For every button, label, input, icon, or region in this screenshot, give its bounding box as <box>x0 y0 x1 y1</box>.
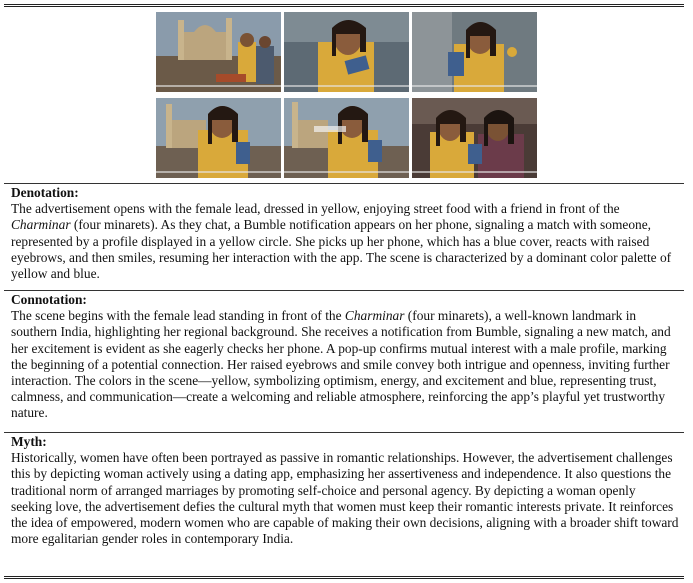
rule-above-connotation <box>4 290 684 291</box>
video-frame-1 <box>156 12 281 92</box>
video-frame-4 <box>156 98 281 178</box>
top-rule <box>4 4 684 7</box>
myth-section <box>11 434 679 547</box>
connotation-heading: Connotation: <box>11 292 87 307</box>
bottom-rule <box>4 576 684 579</box>
video-frame-6 <box>412 98 537 178</box>
rule-above-myth <box>4 432 684 433</box>
denotation-text-part-1: The advertisement opens with the female lead, dressed in yellow, enjoying street food with a friend in front of the <box>11 201 620 217</box>
connotation-text-part-1: The scene begins with the female lead standing in front of the <box>11 308 345 324</box>
myth-heading: Myth: <box>11 434 47 449</box>
denotation-text-part-2: (four minarets). As they chat, a Bumble notification appears on her phone, signaling a match with someone, represented by a profile displayed in a yellow circle. She picks up her phone, which has a blue cover, reacts with raised eyebrows, and then smiles, resuming her interaction with the app. The scene is characterized by a dominant color palette of yellow and blue. <box>11 217 672 282</box>
denotation-charminar: Charminar <box>11 217 71 233</box>
connotation-section <box>11 292 679 422</box>
video-frame-2 <box>284 12 409 92</box>
video-frame-3 <box>412 12 537 92</box>
connotation-text <box>11 308 679 421</box>
video-frame-grid <box>156 12 538 178</box>
connotation-charminar: Charminar <box>344 308 405 324</box>
myth-text: Historically, women have often been portrayed as passive in romantic relationships. However, the advertisement challenges this by depicting woman actively using a dating app, emphasizing her assertiveness and independence. It also questions the traditional norm of arranged marriages by promoting self-choice and personal agency. By depicting a woman openly seeking love, the advertisement defies the cultural myth that women must keep their romantic interests private. It reinforces the idea of empowered, modern women who are capable of making their own decisions, aligning with a broader shift toward more egalitarian gender roles in contemporary India. <box>11 450 679 547</box>
rule-above-denotation <box>4 183 684 184</box>
connotation-text-part-2: (four minarets), a well-known landmark in southern India, highlighting her regional background. She receives a notification from Bumble, signaling a new match, and her excitement is evident as she eagerly checks her phone. A pop-up confirms mutual interest with a male profile, marking the beginning of a potential connection. Her raised eyebrows and smile convey both intrigue and openness, inviting further interaction. The colors in the scene—yellow, symbolizing optimism, energy, and excitement and blue, representing trust, calmness, and communication—create a welcoming and reliable atmosphere, reinforcing the app’s playful yet trustworthy nature. <box>11 308 671 421</box>
denotation-heading: Denotation: <box>11 185 79 200</box>
video-frame-5 <box>284 98 409 178</box>
denotation-text <box>11 201 679 282</box>
denotation-section <box>11 185 679 282</box>
